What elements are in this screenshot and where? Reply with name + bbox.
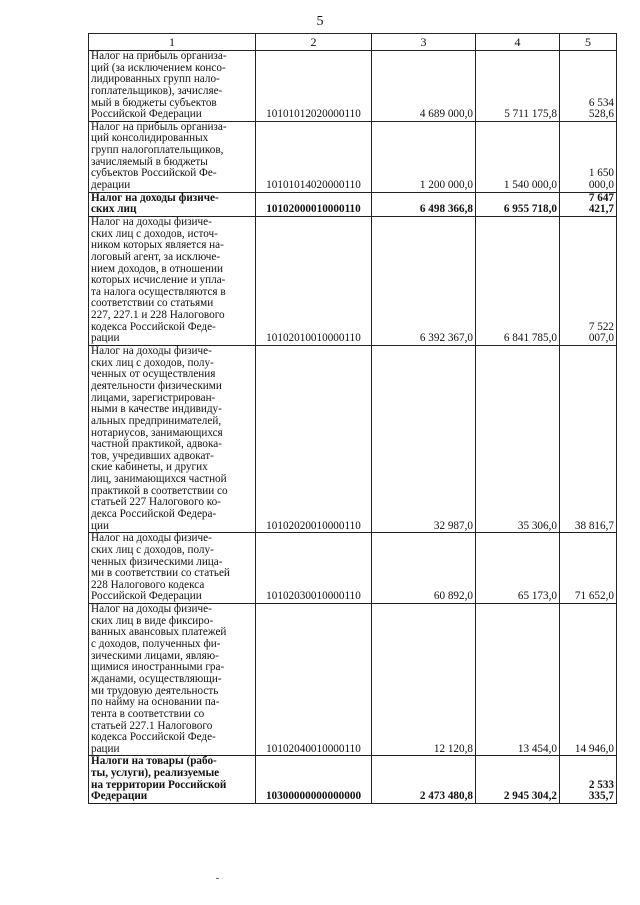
row-name-line: ских лиц с доходов, источ- <box>91 227 218 240</box>
row-value-col4: 5 711 175,8 <box>476 51 560 122</box>
row-name-line: гоплательщиков), зачисляе- <box>91 84 223 97</box>
column-header-4: 4 <box>476 34 560 51</box>
row-name-line: рации <box>91 332 120 345</box>
column-header-3: 3 <box>372 34 476 51</box>
row-name-line: жданами, осуществляющи- <box>91 672 222 685</box>
row-name-line: Российской Федерации <box>91 590 202 603</box>
row-value-col3: 6 392 367,0 <box>372 216 476 345</box>
row-name-line: рации <box>91 742 120 755</box>
row-name-line: по найму на основании па- <box>91 696 220 709</box>
table-header-row <box>89 34 617 51</box>
row-name-line: ченных от осуществления <box>91 368 216 381</box>
row-code: 10101012020000110 <box>256 51 372 122</box>
row-name-line: Налог на прибыль организа- <box>91 120 227 133</box>
row-name-line: ций (за исключением консо- <box>91 61 226 74</box>
row-value-col3: 4 689 000,0 <box>372 51 476 122</box>
row-name-line: статьей 227 Налогового ко- <box>91 496 221 509</box>
row-name-line: Налоги на товары (рабо- <box>91 755 217 768</box>
table-row <box>89 756 617 804</box>
row-name-line: частной практикой, адвока- <box>91 438 222 451</box>
row-value-col5: 6 534 528,6 <box>560 51 617 122</box>
row-value-col4: 13 454,0 <box>476 604 560 756</box>
row-value-col3: 32 987,0 <box>372 346 476 533</box>
row-code: 10101014020000110 <box>256 121 372 192</box>
row-name-line: ми трудовую деятельность <box>91 684 219 697</box>
row-name-line: Федерации <box>91 790 148 803</box>
table-row <box>89 121 617 192</box>
row-code: 10102020010000110 <box>256 346 372 533</box>
row-name-line: тов, учредивших адвокат- <box>91 449 214 462</box>
row-name-line: лиц, занимающихся частной <box>91 473 227 486</box>
row-name <box>89 533 256 604</box>
row-name <box>89 756 256 804</box>
budget-revenue-table <box>88 33 617 804</box>
column-header-1: 1 <box>89 34 256 51</box>
table-row <box>89 192 617 216</box>
row-value-col4: 35 306,0 <box>476 346 560 533</box>
row-name-line: мый в бюджеты субъектов <box>91 96 217 109</box>
row-name-line: кодекса Российской Феде- <box>91 320 216 333</box>
row-name-line: статьей 227.1 Налогового <box>91 719 213 732</box>
row-name-line: дерации <box>91 179 131 192</box>
row-value-col5: 1 650 000,0 <box>560 121 617 192</box>
table-row <box>89 216 617 345</box>
row-name-line: ми в соответствии со статьей <box>91 567 230 580</box>
table-row <box>89 604 617 756</box>
row-name-line: практикой в соответствии со <box>91 484 228 497</box>
row-code: 10102010010000110 <box>256 216 372 345</box>
row-code: 10102040010000110 <box>256 604 372 756</box>
row-name-line: зическими лицами, являю- <box>91 649 219 662</box>
row-name <box>89 121 256 192</box>
row-name-line: групп налогоплательщиков, <box>91 144 224 157</box>
row-name-line: альных предпринимателей, <box>91 414 222 427</box>
row-value-col3: 12 120,8 <box>372 604 476 756</box>
row-name-line: лицами, зарегистрирован- <box>91 391 216 404</box>
row-name-line: соответствии со статьями <box>91 297 214 310</box>
column-header-2: 2 <box>256 34 372 51</box>
row-name-line: 227, 227.1 и 228 Налогового <box>91 309 225 322</box>
row-value-col5: 2 533 335,7 <box>560 756 617 804</box>
row-value-col3: 1 200 000,0 <box>372 121 476 192</box>
row-code: 10300000000000000 <box>256 756 372 804</box>
row-name <box>89 604 256 756</box>
row-name-line: щимися иностранными гра- <box>91 661 225 674</box>
row-name <box>89 216 256 345</box>
row-name-line: тента в соответствии со <box>91 707 205 720</box>
row-code: 10102030010000110 <box>256 533 372 604</box>
table-row <box>89 51 617 122</box>
row-value-col3: 2 473 480,8 <box>372 756 476 804</box>
row-name-line: ские кабинеты, и других <box>91 461 208 474</box>
row-name-line: ты, услуги), реализуемые <box>91 767 220 780</box>
row-name-line: с доходов, полученных фи- <box>91 638 221 651</box>
table-body <box>89 51 617 804</box>
row-name-line: ских лиц с доходов, полу- <box>91 543 214 556</box>
row-value-col4: 2 945 304,2 <box>476 756 560 804</box>
scan-artifact <box>216 878 219 879</box>
row-name-line: Налог на доходы физиче- <box>91 191 219 204</box>
row-name-line: ских лиц в виде фиксиро- <box>91 614 214 627</box>
page-number: 5 <box>316 14 324 29</box>
row-name-line: ником которых является на- <box>91 239 224 252</box>
row-name-line: лидированных групп нало- <box>91 73 220 86</box>
row-value-col4: 1 540 000,0 <box>476 121 560 192</box>
row-value-col5: 7 647 421,7 <box>560 192 617 216</box>
row-name-line: та налога осуществляются в <box>91 285 226 298</box>
row-name-line: ции <box>91 519 109 532</box>
row-name <box>89 51 256 122</box>
row-value-col5: 38 816,7 <box>560 346 617 533</box>
row-name-line: кодекса Российской Феде- <box>91 731 216 744</box>
row-name-line: логовый агент, за исключе- <box>91 250 221 263</box>
row-name-line: деятельности физическими <box>91 379 222 392</box>
row-name-line: нотариусов, занимающихся <box>91 426 223 439</box>
row-name-line: Налог на доходы физиче- <box>91 532 212 545</box>
row-name-line: ских лиц с доходов, полу- <box>91 356 214 369</box>
row-name-line: зачисляемый в бюджеты <box>91 155 208 168</box>
row-code: 10102000010000110 <box>256 192 372 216</box>
row-name-line: Налог на доходы физиче- <box>91 215 212 228</box>
row-name-line: которых исчисление и упла- <box>91 274 226 287</box>
row-value-col3: 60 892,0 <box>372 533 476 604</box>
row-value-col5: 14 946,0 <box>560 604 617 756</box>
row-name-line: декса Российской Федера- <box>91 507 217 520</box>
row-value-col5: 7 522 007,0 <box>560 216 617 345</box>
table-row <box>89 346 617 533</box>
row-name-line: на территории Российской <box>91 778 227 791</box>
table-row <box>89 533 617 604</box>
row-name-line: субъектов Российской Фе- <box>91 167 217 180</box>
row-value-col5: 71 652,0 <box>560 533 617 604</box>
row-name-line: Налог на прибыль организа- <box>91 50 227 62</box>
row-name-line: 228 Налогового кодекса <box>91 578 205 591</box>
row-name-line: Налог на доходы физиче- <box>91 603 212 616</box>
row-name <box>89 346 256 533</box>
row-value-col3: 6 498 366,8 <box>372 192 476 216</box>
row-name-line: ченных физическими лица- <box>91 555 223 568</box>
row-name-line: ских лиц <box>91 203 137 216</box>
row-name-line: ций консолидированных <box>91 132 209 145</box>
column-header-5: 5 <box>560 34 617 51</box>
row-name-line: Российской Федерации <box>91 108 202 121</box>
row-name <box>89 192 256 216</box>
row-name-line: нием доходов, в отношении <box>91 262 223 275</box>
row-value-col4: 65 173,0 <box>476 533 560 604</box>
row-value-col4: 6 955 718,0 <box>476 192 560 216</box>
row-name-line: Налог на доходы физиче- <box>91 345 212 358</box>
row-value-col4: 6 841 785,0 <box>476 216 560 345</box>
row-name-line: ными в качестве индивиду- <box>91 403 222 416</box>
row-name-line: ванных авансовых платежей <box>91 626 227 639</box>
